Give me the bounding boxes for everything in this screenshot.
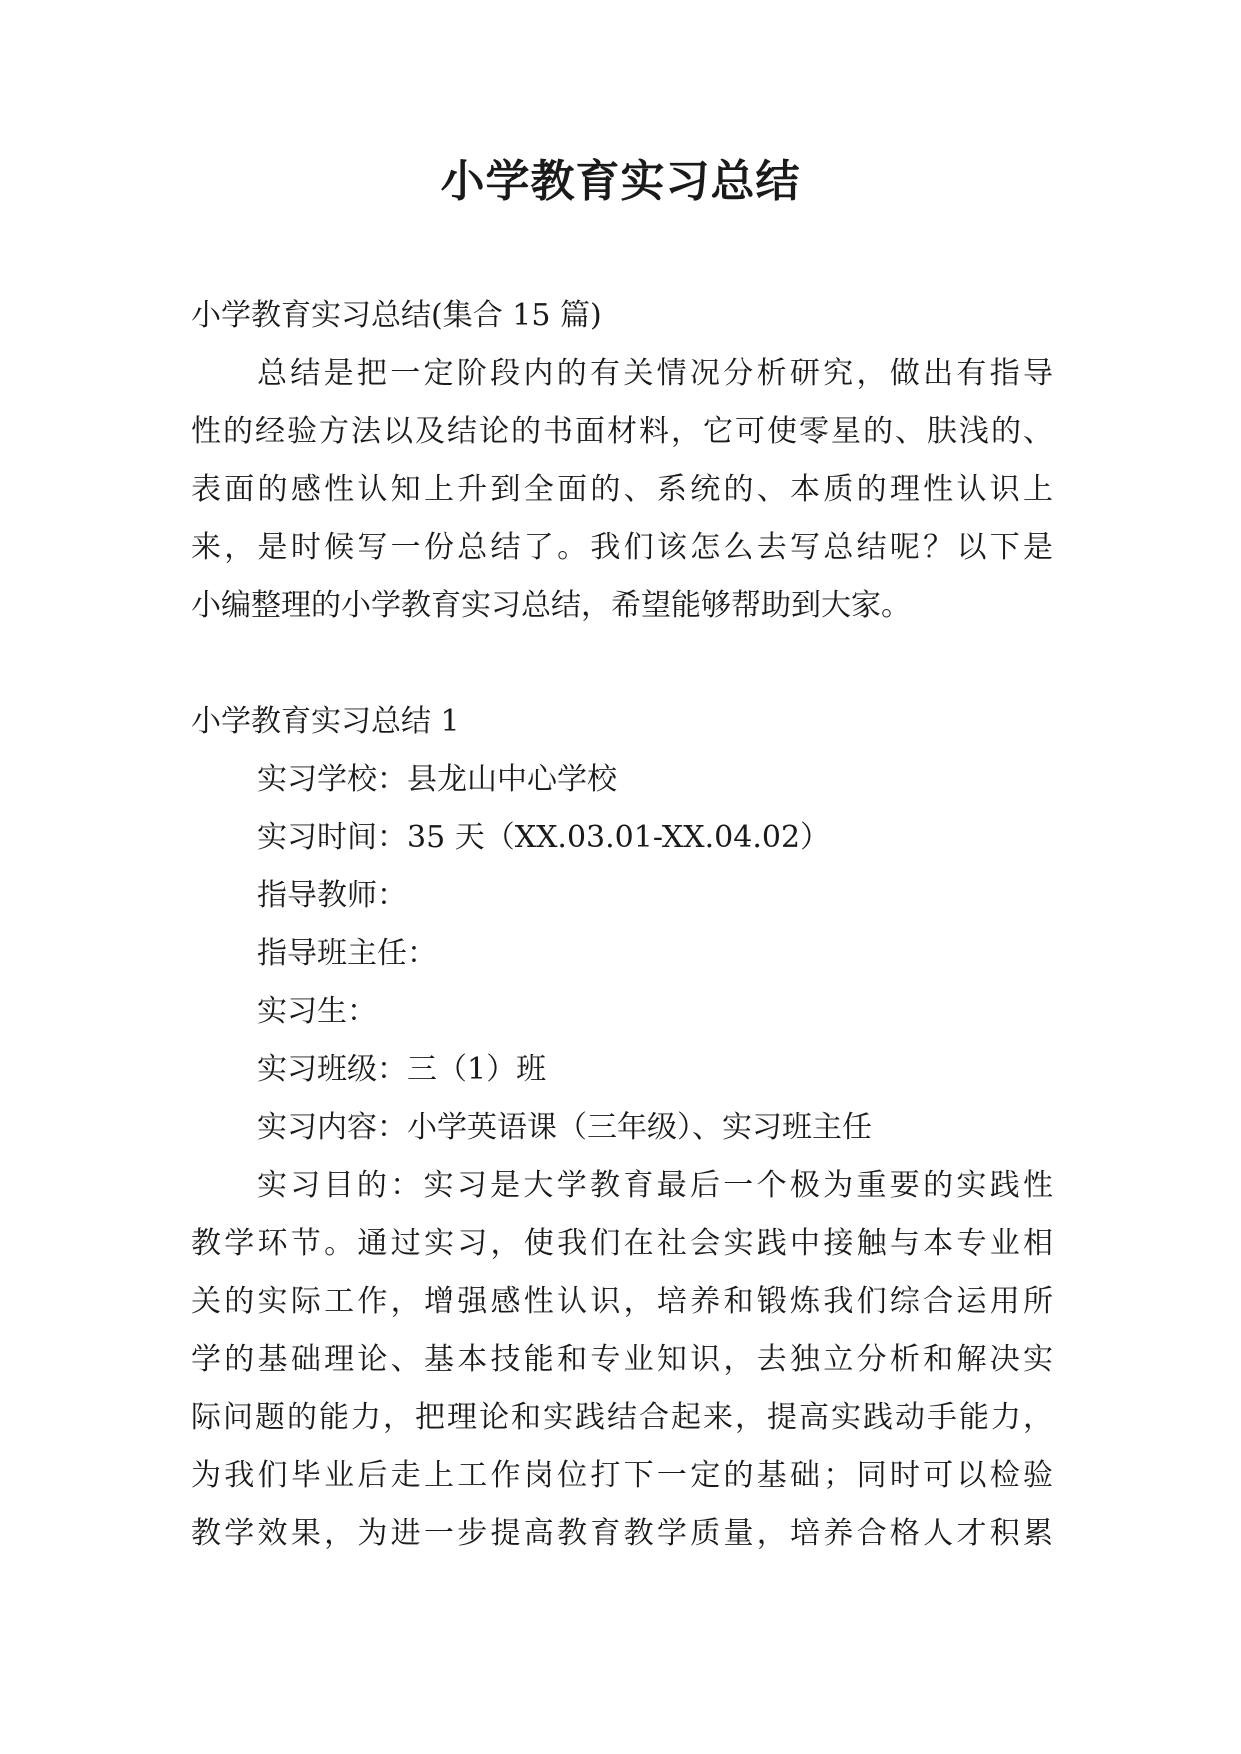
text-line: 来，是时候写一份总结了。我们该怎么去写总结呢？以下是 xyxy=(191,530,1053,565)
text-line: 为我们毕业后走上工作岗位打下一定的基础；同时可以检验 xyxy=(191,1458,1053,1493)
text-line: 教学效果，为进一步提高教育教学质量，培养合格人才积累 xyxy=(191,1516,1053,1551)
text-line: 表面的感性认知上升到全面的、系统的、本质的理性认识上 xyxy=(191,472,1053,507)
text-line: 小学教育实习总结 1 xyxy=(191,704,460,739)
text-line: 指导班主任： xyxy=(257,936,437,971)
text-line: 小学教育实习总结(集合 15 篇) xyxy=(191,298,602,333)
text-line: 实习班级：三（1）班 xyxy=(257,1052,547,1087)
text-line: 指导教师： xyxy=(257,878,407,913)
text-line: 性的经验方法以及结论的书面材料，它可使零星的、肤浅的、 xyxy=(191,414,1053,449)
text-line: 实习学校：县龙山中心学校 xyxy=(257,762,617,797)
text-line: 实习生： xyxy=(257,994,377,1029)
text-line: 关的实际工作，增强感性认识，培养和锻炼我们综合运用所 xyxy=(191,1284,1053,1319)
text-line: 实习内容：小学英语课（三年级）、实习班主任 xyxy=(257,1110,872,1145)
text-line: 实习目的：实习是大学教育最后一个极为重要的实践性 xyxy=(257,1168,1053,1203)
text-line: 小编整理的小学教育实习总结，希望能够帮助到大家。 xyxy=(191,588,911,623)
document-body xyxy=(191,287,1053,1563)
text-line: 教学环节。通过实习，使我们在社会实践中接触与本专业相 xyxy=(191,1226,1053,1261)
text-line: 总结是把一定阶段内的有关情况分析研究，做出有指导 xyxy=(257,356,1053,391)
text-line: 实习时间：35 天（XX.03.01-XX.04.02） xyxy=(257,820,831,855)
paragraph-spacer xyxy=(191,635,1053,693)
text-line: 际问题的能力，把理论和实践结合起来，提高实践动手能力， xyxy=(191,1400,1053,1435)
document-title: 小学教育实习总结 xyxy=(440,156,801,207)
text-line: 学的基础理论、基本技能和专业知识，去独立分析和解决实 xyxy=(191,1342,1053,1377)
